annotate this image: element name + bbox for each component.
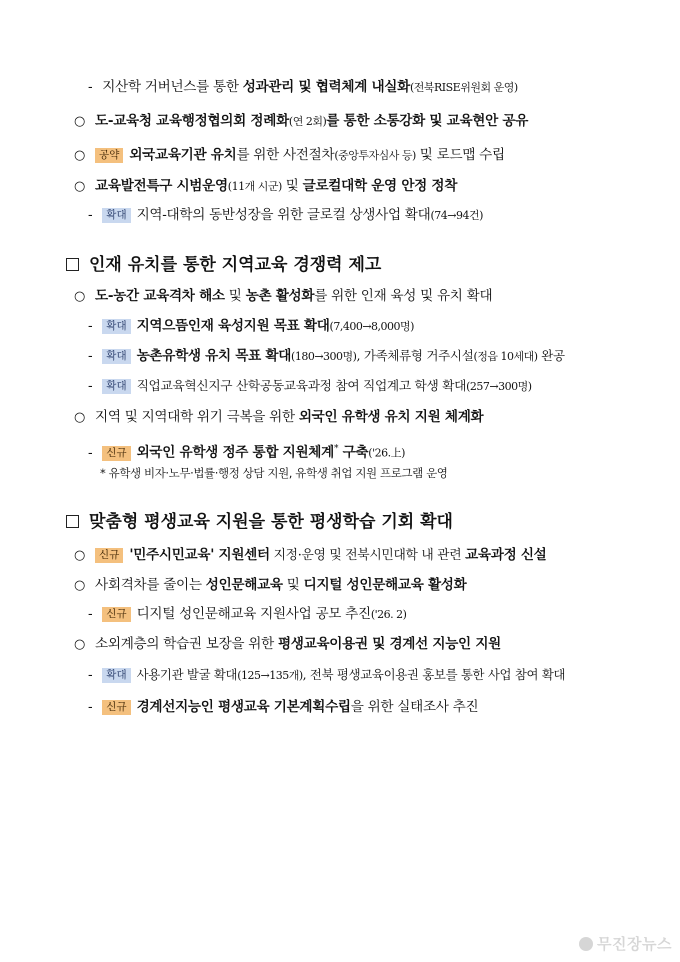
expand-badge: 확대 (102, 379, 130, 394)
pledge-badge: 공약 (95, 148, 123, 163)
bullet-line (88, 316, 414, 337)
text-bold: 도-교육청 교육행정협의회 정례화 (95, 113, 289, 129)
text: 디지털 성인문해교육 지원사업 공모 추진 (136, 606, 371, 622)
text: 을 위한 실태조사 추진 (350, 699, 479, 715)
dash-marker: - (88, 378, 93, 394)
bullet-line (74, 575, 466, 596)
new-badge: 신규 (95, 548, 123, 563)
text: 지역 및 지역대학 위기 극복을 위한 (95, 409, 299, 425)
text-bold: 성과관리 및 협력체계 내실화 (242, 79, 410, 95)
text-small: (연 2회) (288, 115, 327, 128)
bullet-line (88, 697, 478, 717)
circle-marker: ○ (74, 179, 86, 194)
text-bold: 디지털 성인문해교육 활성화 (303, 577, 467, 593)
section-heading (66, 510, 453, 534)
text: 및 (281, 178, 303, 194)
text-bold: 농촌 활성화 (245, 288, 315, 304)
text-bold: 농촌유학생 유치 목표 확대 (136, 348, 292, 364)
bullet-line (74, 145, 505, 166)
text-bold: 교육과정 신설 (465, 547, 547, 563)
dash-marker: - (88, 348, 93, 364)
bullet-line (88, 346, 565, 367)
new-badge: 신규 (102, 446, 130, 461)
heading-text: 인재 유치를 통한 지역교육 경쟁력 제고 (89, 255, 382, 275)
square-marker (66, 258, 79, 271)
text-small: (중앙투자심사 등) (334, 149, 416, 162)
dash-marker: - (88, 207, 93, 223)
text-small: (125→135개) (237, 669, 303, 682)
text-small: (257→300명) (466, 380, 532, 393)
text: 및 (224, 288, 246, 304)
bullet-line (88, 376, 532, 397)
bullet-line (74, 634, 501, 655)
text: 지역-대학의 동반성장을 위한 글로컬 상생사업 확대 (136, 207, 431, 223)
bullet-line (88, 77, 518, 98)
circle-marker: ○ (74, 548, 86, 563)
dash-marker: - (88, 667, 93, 683)
text: 사회격차를 줄이는 (95, 577, 206, 593)
footnote: * 유학생 비자·노무·법률·행정 상담 지원, 유학생 취업 지원 프로그램 운영 (100, 466, 448, 480)
bullet-line (74, 545, 547, 566)
text-bold: 경계선지능인 평생교육 기본계획수립 (136, 699, 351, 715)
text-bold: 글로컬대학 운영 안정 정착 (302, 178, 458, 194)
watermark-text: 무진장뉴스 (597, 935, 672, 953)
circle-marker: ○ (74, 114, 86, 129)
text-bold: 도-농간 교육격차 해소 (95, 288, 225, 304)
text-small: (11개 시군) (227, 180, 282, 193)
bullet-line (74, 176, 457, 197)
square-marker (66, 515, 79, 528)
circle-marker: ○ (74, 637, 86, 652)
text-bold: 성인문해교육 (205, 577, 283, 593)
circle-marker: ○ (74, 578, 86, 593)
bullet-line (88, 439, 405, 464)
dash-marker: - (88, 79, 93, 95)
bullet-line (74, 111, 528, 132)
expand-badge: 확대 (102, 668, 130, 683)
text-small: ('26.上) (368, 446, 405, 460)
bullet-line (88, 604, 406, 625)
text: 사용기관 발굴 확대 (136, 667, 238, 682)
dash-marker: - (88, 318, 93, 334)
text-small: (74→94건) (430, 209, 483, 222)
circle-marker: ○ (74, 410, 86, 425)
expand-badge: 확대 (102, 208, 130, 223)
watermark (579, 933, 672, 954)
text: , 가족체류형 거주시설 (356, 348, 474, 363)
circle-marker: ○ (74, 148, 86, 163)
bullet-line (88, 665, 565, 686)
expand-badge: 확대 (102, 319, 130, 334)
new-badge: 신규 (102, 700, 130, 715)
text-small: (전북RISE위원회 운영) (409, 81, 518, 94)
text-bold: 구축 (338, 444, 369, 461)
text-bold: 지역으뜸인재 육성지원 목표 확대 (136, 318, 330, 334)
text-small: ('26. 2) (370, 608, 407, 621)
text: 소외계층의 학습권 보장을 위한 (95, 636, 278, 652)
text: 지산학 거버넌스를 통한 (102, 79, 243, 95)
text: 지정·운영 및 전북시민대학 내 관련 (269, 548, 466, 563)
dash-marker: - (88, 444, 93, 461)
text-small: (정읍 10세대) (473, 350, 538, 363)
text: 및 (282, 577, 304, 593)
section-heading (66, 253, 381, 277)
text: 를 위한 사전절차 (236, 147, 335, 163)
text-bold: 외국교육기관 유치 (129, 147, 237, 163)
heading-text: 맞춤형 평생교육 지원을 통한 평생학습 기회 확대 (89, 512, 453, 532)
text: 를 위한 인재 육성 및 유치 확대 (314, 288, 493, 304)
dash-marker: - (88, 699, 93, 715)
text-bold: 교육발전특구 시범운영 (95, 178, 228, 194)
text: , 전북 평생교육이용권 홍보를 통한 사업 참여 확대 (302, 667, 566, 682)
text-bold: '민주시민교육' 지원센터 (129, 547, 270, 563)
logo-icon (579, 937, 593, 951)
text-small: (7,400→8,000명) (329, 320, 414, 333)
expand-badge: 확대 (102, 349, 130, 364)
bullet-line (74, 407, 483, 428)
text-small: (180→300명) (291, 350, 357, 363)
circle-marker: ○ (74, 289, 86, 304)
dash-marker: - (88, 606, 93, 622)
text-bold: 를 통한 소통강화 및 교육현안 공유 (326, 113, 529, 129)
text-bold: 평생교육이용권 및 경계선 지능인 지원 (277, 636, 501, 652)
text: 완공 (537, 348, 565, 363)
text: 직업교육혁신지구 산학공동교육과정 참여 직업계고 학생 확대 (136, 378, 467, 393)
bullet-line (88, 205, 483, 226)
text-bold: 외국인 유학생 정주 통합 지원체계 (136, 444, 334, 461)
text: 및 로드맵 수립 (415, 147, 505, 163)
bullet-line (74, 286, 492, 307)
text-bold: 외국인 유학생 유치 지원 체계화 (298, 409, 484, 425)
new-badge: 신규 (102, 607, 130, 622)
footnote-mark: * (333, 444, 339, 454)
